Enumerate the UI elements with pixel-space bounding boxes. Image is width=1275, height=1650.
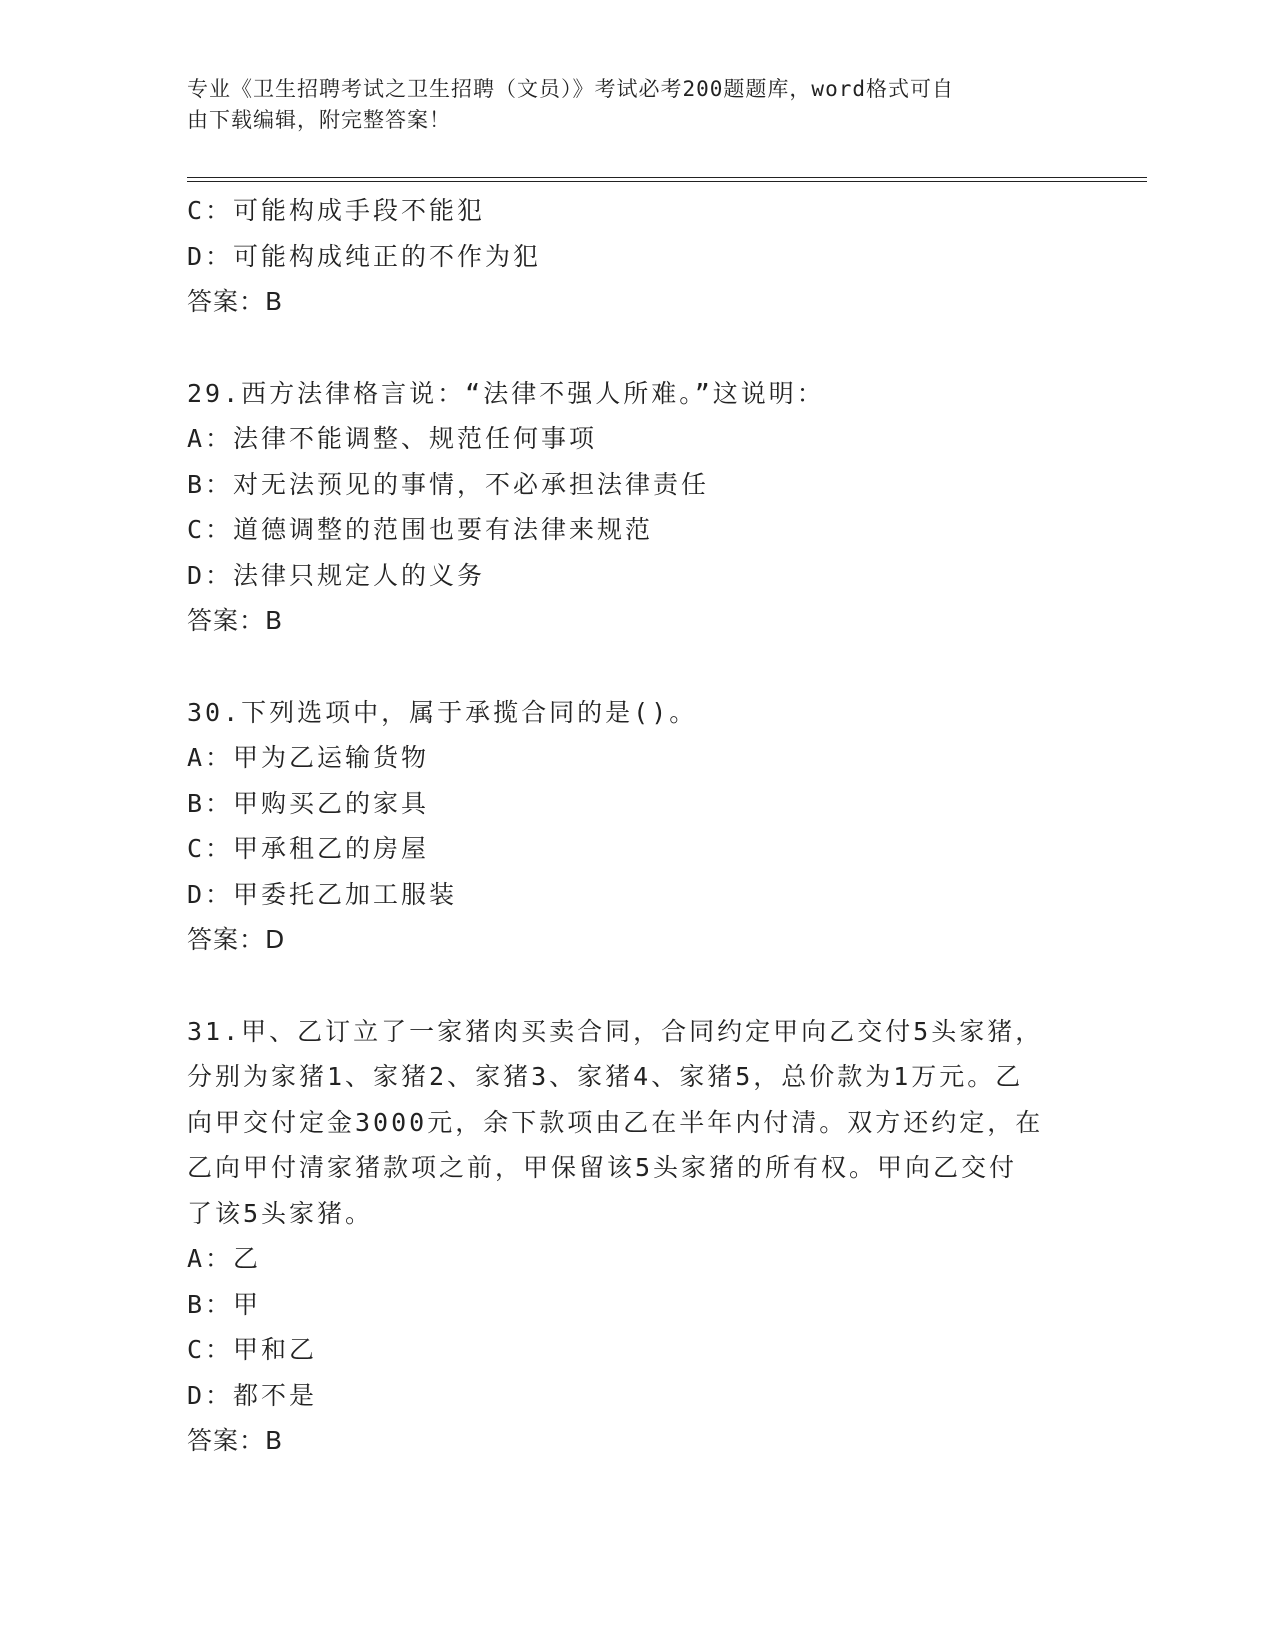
question-block-29	[187, 371, 1087, 644]
spacer	[187, 644, 1087, 690]
header-line-2: 由下载编辑，附完整答案！	[187, 108, 451, 132]
option-d: D：法律只规定人的义务	[187, 560, 486, 590]
option-c: C：甲承租乙的房屋	[187, 834, 430, 863]
answer-line: 答案：D	[187, 925, 286, 954]
option-b: B：甲	[187, 1289, 262, 1319]
question-list	[187, 188, 1087, 1464]
question-stem-line-2: 分别为家猪1、家猪2、家猪3、家猪4、家猪5，总价款为1万元。乙	[187, 1062, 1024, 1091]
spacer	[187, 325, 1087, 371]
header-divider-bottom	[187, 181, 1147, 182]
option-c: C：可能构成手段不能犯	[187, 196, 486, 225]
option-d: D：甲委托乙加工服装	[187, 879, 458, 909]
header-line-1: 专业《卫生招聘考试之卫生招聘（文员）》考试必考200题题库，word格式可自	[187, 77, 954, 101]
document-header	[187, 74, 1067, 136]
option-b: B：甲购买乙的家具	[187, 788, 430, 818]
option-d: D：可能构成纯正的不作为犯	[187, 241, 542, 271]
answer-line: 答案：B	[187, 287, 284, 316]
spacer	[187, 963, 1087, 1009]
question-stem-line-5: 了该5头家猪。	[187, 1198, 374, 1228]
question-block-30	[187, 690, 1087, 963]
question-stem: 30.下列选项中，属于承揽合同的是()。	[187, 697, 698, 727]
question-stem-line-4: 乙向甲付清家猪款项之前，甲保留该5头家猪的所有权。甲向乙交付	[187, 1153, 1018, 1182]
question-block-31	[187, 1009, 1087, 1464]
question-stem-line-3: 向甲交付定金3000元，余下款项由乙在半年内付清。双方还约定，在	[187, 1107, 1044, 1137]
option-a: A：法律不能调整、规范任何事项	[187, 424, 598, 453]
answer-line: 答案：B	[187, 1426, 284, 1455]
question-stem: 29.西方法律格言说：“法律不强人所难。”这说明：	[187, 378, 825, 408]
option-b: B：对无法预见的事情，不必承担法律责任	[187, 469, 710, 499]
option-d: D：都不是	[187, 1380, 318, 1410]
option-c: C：道德调整的范围也要有法律来规范	[187, 515, 654, 544]
question-block-prev	[187, 188, 1087, 325]
answer-line: 答案：B	[187, 606, 284, 635]
option-a: A：乙	[187, 1244, 262, 1273]
option-c: C：甲和乙	[187, 1335, 318, 1364]
question-stem-line-1: 31.甲、乙订立了一家猪肉买卖合同，合同约定甲向乙交付5头家猪，	[187, 1016, 1044, 1046]
header-divider-top	[187, 177, 1147, 178]
option-a: A：甲为乙运输货物	[187, 743, 430, 772]
